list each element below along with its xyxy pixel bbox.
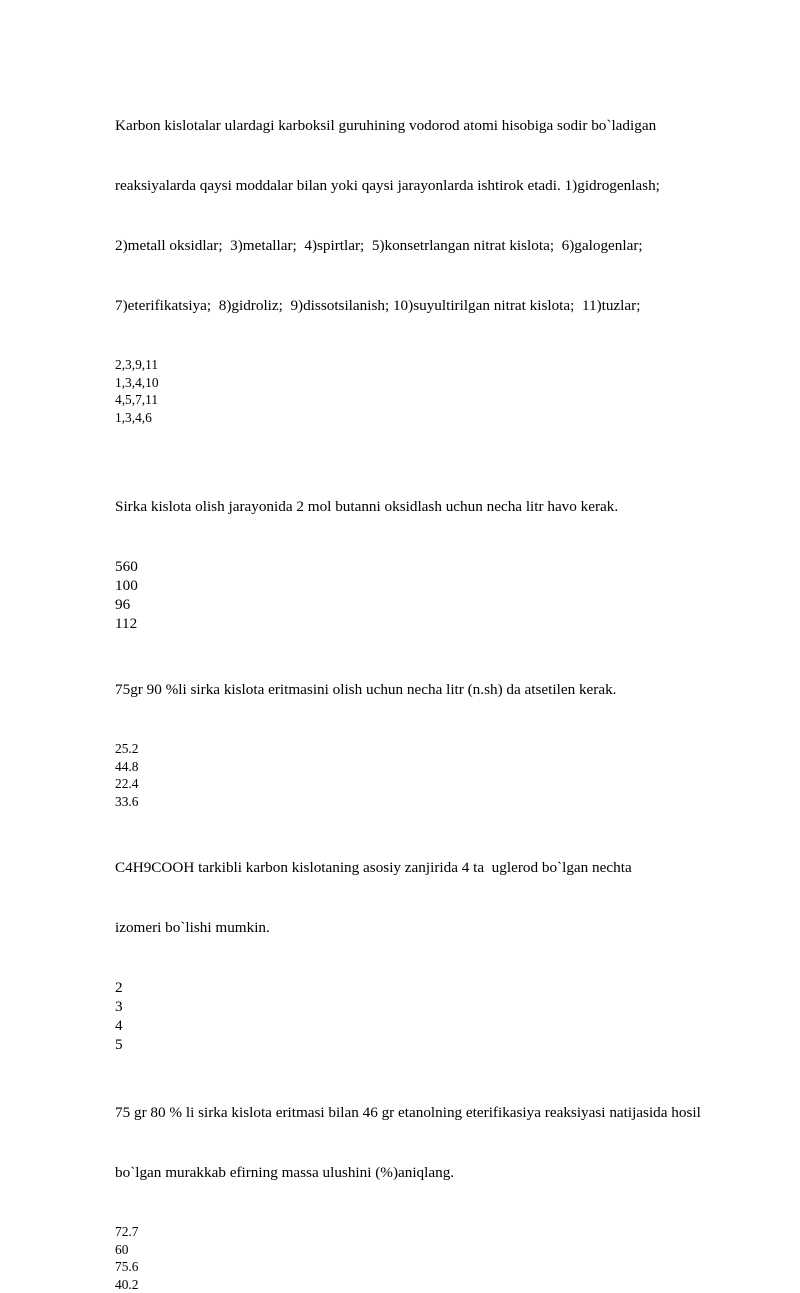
answer-option: 100	[115, 576, 755, 595]
question-3-text	[115, 640, 755, 740]
question-2	[115, 457, 755, 633]
question-line: 75gr 90 %li sirka kislota eritmasini olish uchun necha litr (n.sh) da atsetilen kerak.	[115, 680, 755, 700]
answer-option: 75.6	[115, 1258, 755, 1276]
question-4-text	[115, 818, 755, 978]
answer-option: 112	[115, 614, 755, 633]
question-line: 75 gr 80 % li sirka kislota eritmasi bilan 46 gr etanolning eterifikasiya reaksiyasi natijasida hosil	[115, 1103, 755, 1123]
question-4-options	[115, 978, 755, 1054]
question-line: bo`lgan murakkab efirning massa ulushini (%)aniqlang.	[115, 1163, 755, 1183]
question-1	[115, 76, 755, 426]
question-line: Karbon kislotalar ulardagi karboksil guruhining vodorod atomi hisobiga sodir bo`ladigan	[115, 116, 755, 136]
question-3	[115, 640, 755, 810]
question-2-text	[115, 457, 755, 557]
document-page	[115, 76, 755, 1293]
answer-option: 60	[115, 1241, 755, 1259]
answer-option: 4,5,7,11	[115, 391, 755, 409]
answer-option: 2,3,9,11	[115, 356, 755, 374]
answer-option: 1,3,4,10	[115, 374, 755, 392]
question-line: Sirka kislota olish jarayonida 2 mol butanni oksidlash uchun necha litr havo kerak.	[115, 497, 755, 517]
answer-option: 5	[115, 1035, 755, 1054]
question-5	[115, 1063, 755, 1293]
answer-option: 1,3,4,6	[115, 409, 755, 427]
question-2-options	[115, 557, 755, 633]
answer-option: 2	[115, 978, 755, 997]
answer-option: 22.4	[115, 775, 755, 793]
question-line: izomeri bo`lishi mumkin.	[115, 918, 755, 938]
question-4	[115, 818, 755, 1054]
question-3-options	[115, 740, 755, 810]
answer-option: 96	[115, 595, 755, 614]
answer-option: 33.6	[115, 793, 755, 811]
answer-option: 25.2	[115, 740, 755, 758]
question-line: C4H9COOH tarkibli karbon kislotaning asosiy zanjirida 4 ta uglerod bo`lgan nechta	[115, 858, 755, 878]
question-1-text	[115, 76, 755, 356]
question-line: 7)eterifikatsiya; 8)gidroliz; 9)dissotsilanish; 10)suyultirilgan nitrat kislota; 11)tuzlar;	[115, 296, 755, 316]
answer-option: 40.2	[115, 1276, 755, 1293]
question-1-options	[115, 356, 755, 426]
answer-option: 72.7	[115, 1223, 755, 1241]
answer-option: 3	[115, 997, 755, 1016]
question-5-options	[115, 1223, 755, 1293]
question-line: 2)metall oksidlar; 3)metallar; 4)spirtlar; 5)konsetrlangan nitrat kislota; 6)galogenlar;	[115, 236, 755, 256]
question-line: reaksiyalarda qaysi moddalar bilan yoki qaysi jarayonlarda ishtirok etadi. 1)gidrogenlash;	[115, 176, 755, 196]
question-5-text	[115, 1063, 755, 1223]
answer-option: 4	[115, 1016, 755, 1035]
answer-option: 44.8	[115, 758, 755, 776]
answer-option: 560	[115, 557, 755, 576]
